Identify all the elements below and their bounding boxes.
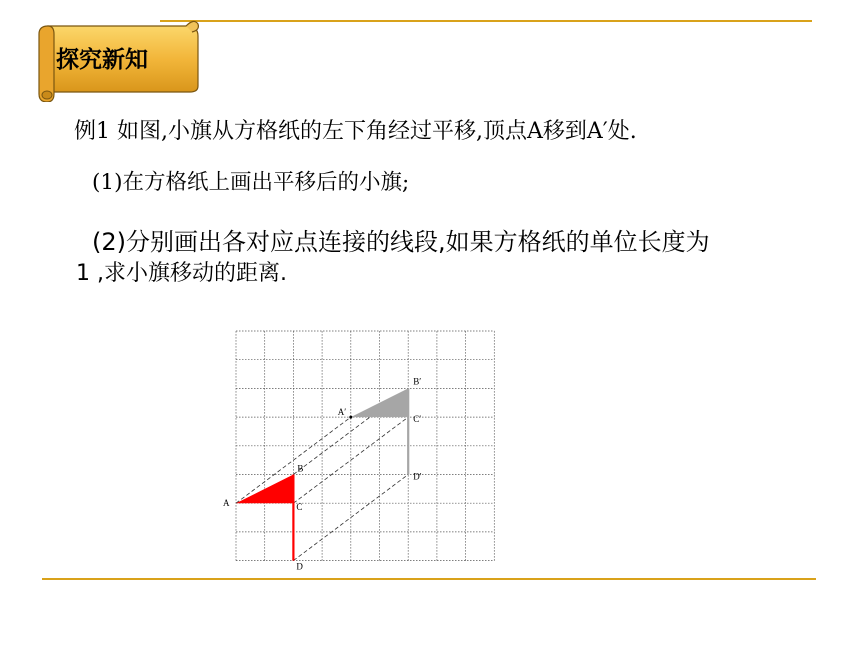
translated-flag-triangle <box>351 388 408 417</box>
grid-paper <box>236 331 494 561</box>
point-label-A: A <box>223 498 230 509</box>
point-label-A1: A′ <box>337 407 347 418</box>
section-title: 探究新知 <box>56 47 148 73</box>
example-statement: 例1 如图,小旗从方格纸的左下角经过平移,顶点A移到A′处. <box>74 119 637 144</box>
point-marker-A1 <box>349 416 352 419</box>
point-label-C: C <box>296 502 303 513</box>
top-divider <box>160 20 812 22</box>
translation-grid-figure <box>215 322 515 572</box>
flags <box>236 388 408 560</box>
question-1: (1)在方格纸上画出平移后的小旗; <box>92 170 410 195</box>
point-label-D1: D′ <box>413 471 422 482</box>
bottom-divider <box>42 578 816 580</box>
point-label-D: D <box>296 561 303 572</box>
question-2-continued: 1 ,求小旗移动的距离. <box>76 261 287 286</box>
point-label-B1: B′ <box>413 376 422 387</box>
point-label-C1: C′ <box>413 414 422 425</box>
question-2: (2)分别画出各对应点连接的线段,如果方格纸的单位长度为 <box>92 228 710 256</box>
point-label-B: B <box>297 463 304 474</box>
